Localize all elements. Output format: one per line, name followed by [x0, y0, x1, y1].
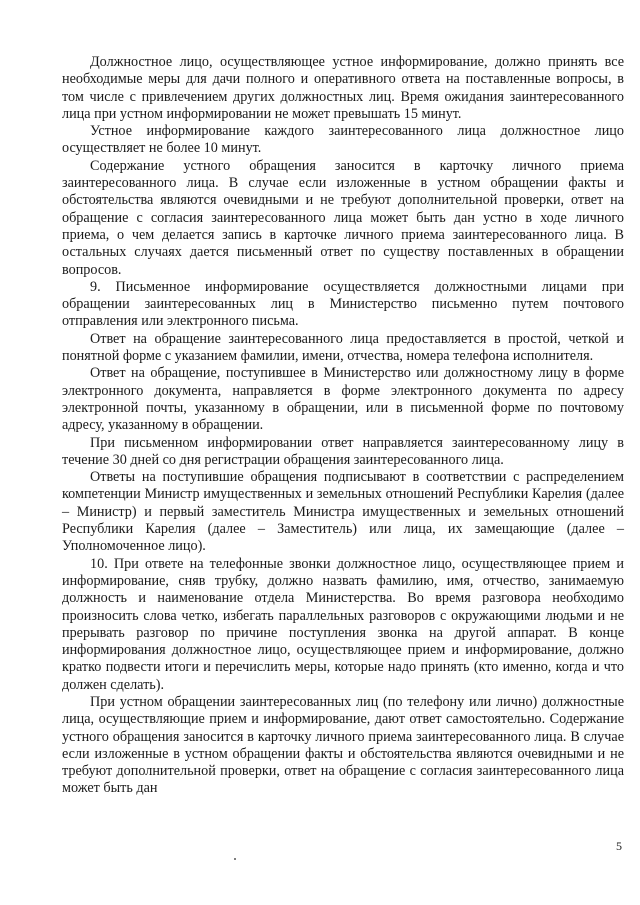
scan-artifact [234, 858, 236, 860]
paragraph: Ответ на обращение, поступившее в Министерство или должностному лицу в форме электронного документа, направляется в форме электронного документа по адресу электронной почты, указанному в обращении, или в письменной форме по почтовому адресу, указанному в обращении. [62, 365, 624, 434]
paragraph: 10. При ответе на телефонные звонки должностное лицо, осуществляющее прием и информирование, сняв трубку, должно назвать фамилию, имя, отчество, занимаемую должность и наименование отдела Министерства. Во время разговора необходимо произносить слова четко, избегать параллельных разговоров с окружающими людьми и не прерывать разговор по причине поступления звонка на другой аппарат. В конце информирования должностное лицо, осуществляющее прием и информирование, должно кратко подвести итоги и перечислить меры, которые надо принять (кто именно, когда и что должен сделать). [62, 555, 624, 693]
page-number: 5 [616, 838, 622, 853]
paragraph: Ответы на поступившие обращения подписывают в соответствии с распределением компетенции Министр имущественных и земельных отношений Республики Карелия (далее – Министр) и первый заместитель Министра имущественных и земельных отношений Республики Карелия (далее – Заместитель) или лица, их замещающие (далее – Уполномоченное лицо). [62, 469, 624, 555]
paragraph: Устное информирование каждого заинтересованного лица должностное лицо осуществляет не более 10 минут. [62, 123, 624, 157]
paragraph: При письменном информировании ответ направляется заинтересованному лицу в течение 30 дней со дня регистрации обращения заинтересованного лица. [62, 434, 624, 468]
paragraph: Ответ на обращение заинтересованного лица предоставляется в простой, четкой и понятной форме с указанием фамилии, имени, отчества, номера телефона исполнителя. [62, 330, 624, 365]
paragraph: При устном обращении заинтересованных лиц (по телефону или лично) должностные лица, осуществляющие прием и информирование, дают ответ самостоятельно. Содержание устного обращения заносится в карточку личного приема заинтересованного лица. В случае если изложенные в устном обращении факты и обстоятельства являются очевидными и не требуют дополнительной проверки, ответ на обращение с согласия заинтересованного лица может быть дан [62, 693, 624, 797]
paragraph: Должностное лицо, осуществляющее устное информирование, должно принять все необходимые меры для дачи полного и оперативного ответа на поставленные вопросы, в том числе с привлечением других должностных лиц. Время ожидания заинтересованного лица при устном информировании не может превышать 15 минут. [62, 54, 624, 122]
paragraph: Содержание устного обращения заносится в карточку личного приема заинтересованного лица. В случае если изложенные в устном обращении факты и обстоятельства являются очевидными и не требуют дополнительной проверки, ответ на обращение с согласия заинтересованного лица может быть дан устно в ходе личного приема, о чем делается запись в карточке личного приема заинтересованного лица. В остальных случаях дается письменный ответ по существу поставленных в обращении вопросов. [62, 157, 624, 278]
paragraph: 9. Письменное информирование осуществляется должностными лицами при обращении заинтересованных лиц в Министерство письменно путем почтового отправления или электронного письма. [62, 278, 624, 330]
body-text [62, 54, 624, 798]
